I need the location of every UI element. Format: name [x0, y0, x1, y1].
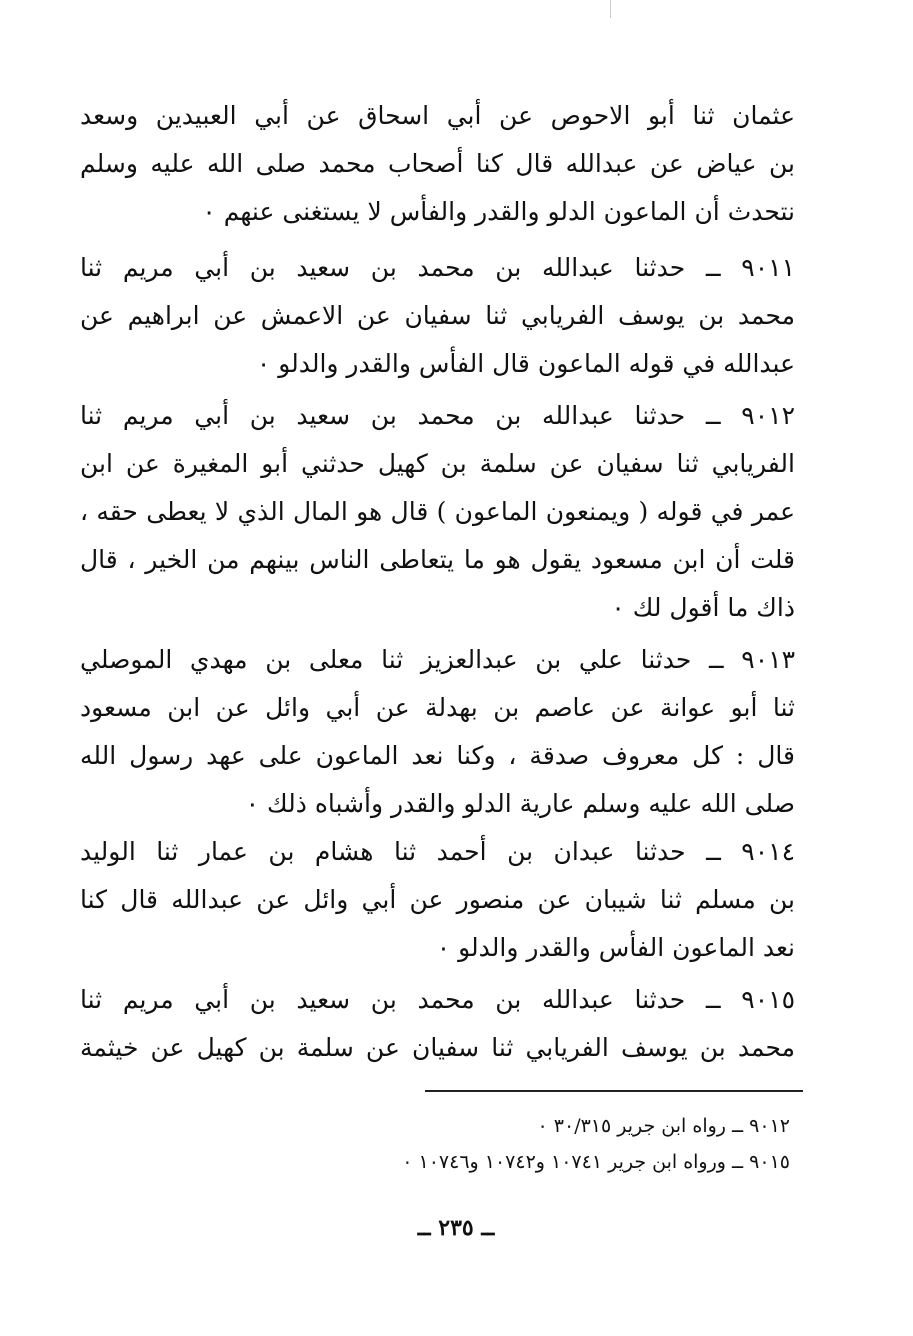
hadith-9015 — [80, 976, 795, 1072]
text-line: ٩٠١٣ ــ حدثنا علي بن عبدالعزيز ثنا معلى بن مهدي الموصلي — [80, 645, 795, 674]
text-line: ٩٠١١ ــ حدثنا عبدالله بن محمد بن سعيد بن أبي مريم ثنا — [80, 253, 795, 282]
text-line: نتحدث أن الماعون الدلو والقدر والفأس لا يستغنى عنهم ٠ — [202, 197, 795, 226]
page-number: ــ ٢٣٥ ــ — [417, 1215, 495, 1241]
text-line: الفريابي ثنا سفيان عن سلمة بن كهيل حدثني أبو المغيرة عن ابن — [80, 449, 795, 478]
text-line: محمد بن يوسف الفريابي ثنا سفيان عن الاعمش عن ابراهيم عن — [80, 301, 795, 330]
text-line: ثنا أبو عوانة عن عاصم بن بهدلة عن أبي وائل عن ابن مسعود — [80, 693, 795, 722]
text-line: بن عياض عن عبدالله قال كنا أصحاب محمد صلى الله عليه وسلم — [80, 149, 795, 178]
hadith-9014 — [80, 828, 795, 972]
footnote-divider — [425, 1090, 803, 1092]
text-line: ٩٠١٤ ــ حدثنا عبدان بن أحمد ثنا هشام بن عمار ثنا الوليد — [80, 837, 795, 866]
text-line: بن مسلم ثنا شيبان عن منصور عن أبي وائل عن عبدالله قال كنا — [80, 885, 795, 914]
text-line: قال : كل معروف صدقة ، وكنا نعد الماعون على عهد رسول الله — [80, 741, 795, 770]
footnote-9015: ٩٠١٥ ــ ورواه ابن جرير ١٠٧٤١ و١٠٧٤٢ و١٠٧٤٦ ٠ — [402, 1151, 790, 1173]
footnotes — [200, 1108, 790, 1180]
text-line: ٩٠١٢ ــ حدثنا عبدالله بن محمد بن سعيد بن أبي مريم ثنا — [80, 401, 795, 430]
text-line: عثمان ثنا أبو الاحوص عن أبي اسحاق عن أبي العبيدين وسعد — [80, 101, 795, 130]
text-line: ٩٠١٥ ــ حدثنا عبدالله بن محمد بن سعيد بن أبي مريم ثنا — [80, 985, 795, 1014]
footnote-9012: ٩٠١٢ ــ رواه ابن جرير ٣٠/٣١٥ ٠ — [537, 1115, 790, 1137]
hadith-9011 — [80, 244, 795, 388]
scan-mark — [610, 0, 611, 18]
text-line: عبدالله في قوله الماعون قال الفأس والقدر والدلو ٠ — [256, 349, 795, 378]
text-line: ذاك ما أقول لك ٠ — [611, 593, 795, 622]
text-line: صلى الله عليه وسلم عارية الدلو والقدر وأشباه ذلك ٠ — [245, 789, 795, 818]
text-line: نعد الماعون الفأس والقدر والدلو ٠ — [436, 933, 795, 962]
hadith-9012 — [80, 392, 795, 632]
paragraph-continuation — [80, 92, 795, 236]
text-line: محمد بن يوسف الفريابي ثنا سفيان عن سلمة بن كهيل عن خيثمة — [80, 1033, 795, 1062]
text-line: قلت أن ابن مسعود يقول هو ما يتعاطى الناس بينهم من الخير ، قال — [80, 545, 795, 574]
hadith-9013 — [80, 636, 795, 828]
text-line: عمر في قوله ( ويمنعون الماعون ) قال هو المال الذي لا يعطى حقه ، — [80, 497, 795, 526]
